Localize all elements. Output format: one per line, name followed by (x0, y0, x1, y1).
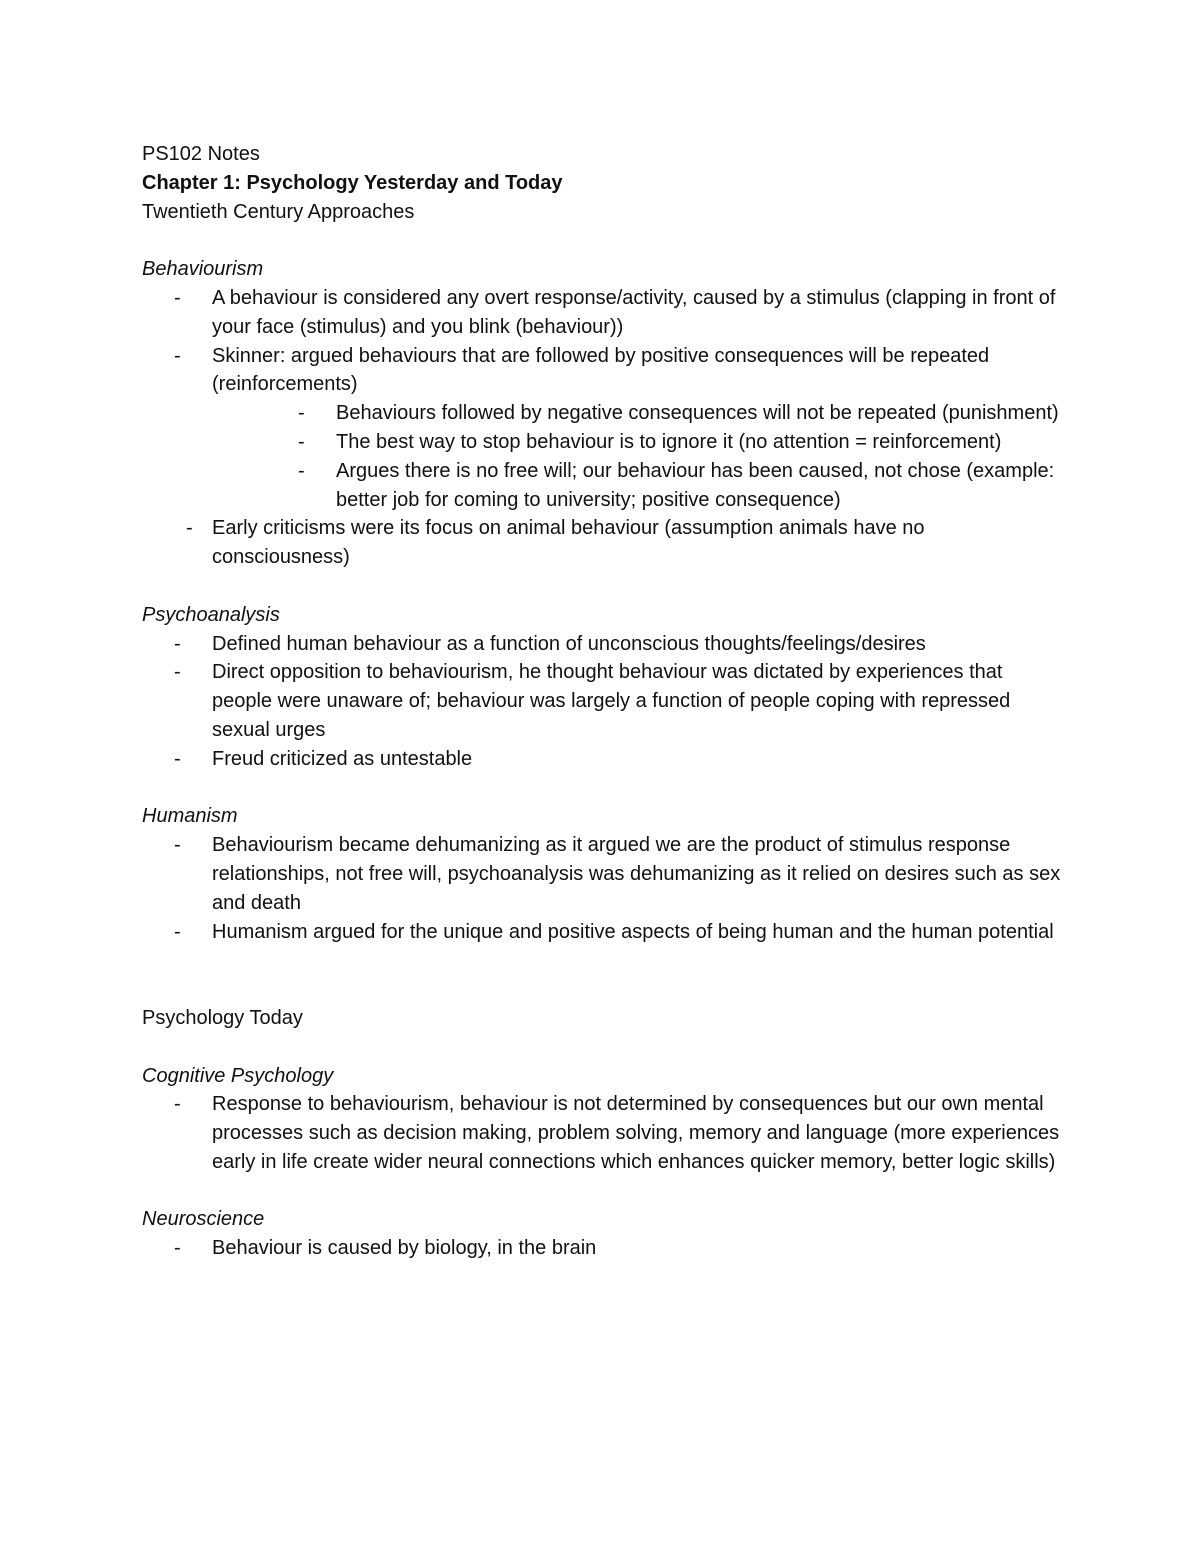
list-item (142, 831, 1062, 917)
bullet-text: Response to behaviourism, behaviour is not determined by consequences but our own mental processes such as decision making, problem solving, memory and language (more experiences early in life create wider neural connections which enhances quicker memory, better logic skills) (212, 1093, 1060, 1173)
dash-bullet: - (298, 459, 305, 482)
bullet-text: Defined human behaviour as a function of unconscious thoughts/feelings/desires (212, 632, 926, 655)
sub-list-item (142, 457, 1062, 515)
dash-bullet: - (174, 661, 181, 684)
bullet-text: Early criticisms were its focus on animal behaviour (assumption animals have no consciousness) (212, 517, 925, 569)
sub-list-item (142, 428, 1062, 457)
dash-bullet: - (174, 834, 181, 857)
bullet-text: Direct opposition to behaviourism, he thought behaviour was dictated by experiences that people were unaware of; behaviour was largely a function of people coping with repressed sexual urges (212, 661, 1011, 741)
section-title: Twentieth Century Approaches (142, 200, 415, 223)
neuroscience-heading: Neuroscience (142, 1208, 265, 1231)
chapter-title: Chapter 1: Psychology Yesterday and Today (142, 171, 563, 194)
dash-bullet: - (186, 517, 193, 540)
spacer (142, 1033, 1062, 1062)
list-item (142, 630, 1062, 659)
psychoanalysis-list (142, 630, 1062, 774)
bullet-text: Argues there is no free will; our behaviour has been caused, not chose (example: better job for coming to university; positive consequence) (336, 459, 1055, 511)
dash-bullet: - (174, 747, 181, 770)
course-title: PS102 Notes (142, 143, 260, 165)
behaviourism-list (142, 284, 1062, 572)
spacer (142, 774, 1062, 803)
bullet-text: Skinner: argued behaviours that are followed by positive consequences will be repeated (reinforcements) (212, 344, 990, 396)
bullet-text: Behaviours followed by negative consequences will not be repeated (punishment) (336, 402, 1059, 425)
dash-bullet: - (298, 402, 305, 425)
dash-bullet: - (174, 1093, 181, 1116)
dash-bullet: - (174, 632, 181, 655)
dash-bullet: - (174, 1237, 181, 1260)
spacer (142, 946, 1062, 1004)
list-item (142, 1090, 1062, 1176)
spacer (142, 1177, 1062, 1206)
list-item (142, 745, 1062, 774)
sub-list-item (142, 399, 1062, 428)
list-item (142, 342, 1062, 400)
humanism-list (142, 831, 1062, 946)
list-item (142, 284, 1062, 342)
humanism-heading: Humanism (142, 805, 238, 828)
spacer (142, 226, 1062, 255)
dash-bullet: - (174, 920, 181, 943)
dash-bullet: - (174, 286, 181, 309)
spacer (142, 572, 1062, 601)
neuroscience-list (142, 1234, 1062, 1263)
behaviourism-heading: Behaviourism (142, 258, 264, 281)
dash-bullet: - (174, 344, 181, 367)
bullet-text: Behaviourism became dehumanizing as it argued we are the product of stimulus response relationships, not free will, psychoanalysis was dehumanizing as it relied on desires such as sex and death (212, 834, 1061, 914)
bullet-text: Humanism argued for the unique and positive aspects of being human and the human potential (212, 920, 1054, 943)
list-item (142, 1234, 1062, 1263)
psychoanalysis-heading: Psychoanalysis (142, 603, 280, 626)
bullet-text: Behaviour is caused by biology, in the brain (212, 1237, 597, 1260)
psychology-today-title: Psychology Today (142, 1006, 303, 1029)
cognitive-heading: Cognitive Psychology (142, 1064, 334, 1087)
bullet-text: The best way to stop behaviour is to ignore it (no attention = reinforcement) (336, 430, 1002, 453)
bullet-text: A behaviour is considered any overt response/activity, caused by a stimulus (clapping in front of your face (stimulus) and you blink (behaviour)) (212, 286, 1056, 338)
cognitive-list (142, 1090, 1062, 1176)
document-page (142, 140, 1062, 1263)
list-item (142, 658, 1062, 744)
list-item (142, 514, 1062, 572)
dash-bullet: - (298, 430, 305, 453)
bullet-text: Freud criticized as untestable (212, 747, 473, 770)
list-item (142, 918, 1062, 947)
